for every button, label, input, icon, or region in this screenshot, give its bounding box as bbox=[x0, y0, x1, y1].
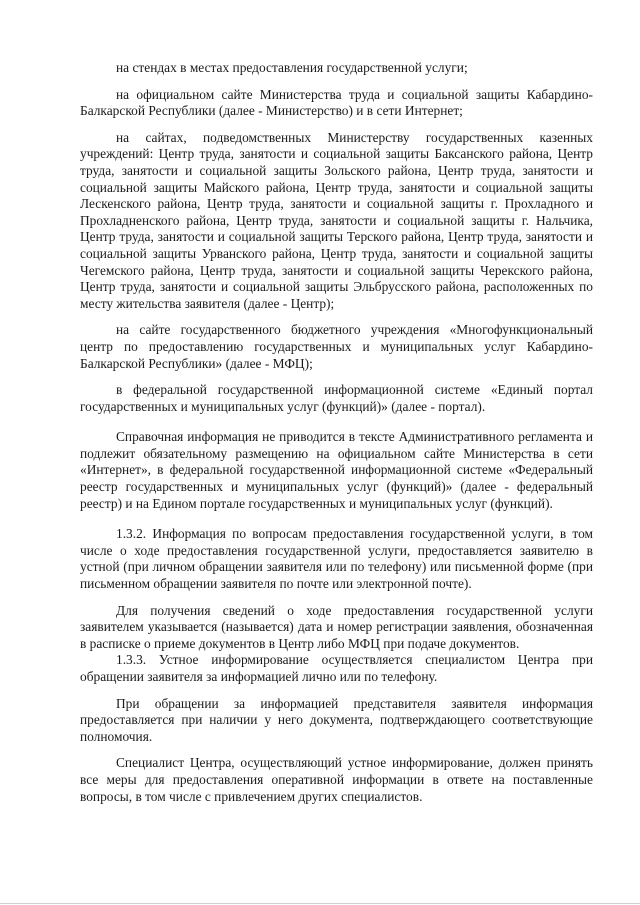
page-bottom-edge bbox=[0, 903, 640, 904]
document-page bbox=[80, 60, 593, 805]
paragraph-1-3-2: 1.3.2. Информация по вопросам предоставления государственной услуги, в том числе о ходе предоставления государственной услуги, предоставляется заявителю в устной (при личном обращении заявителя или по телефону) или письменной форме (при письменном обращении заявителя по почте или электронной почте). bbox=[80, 526, 593, 592]
paragraph-reference-info: Справочная информация не приводится в тексте Административного регламента и подлежит обязательному размещению на официальном сайте Министерства в сети «Интернет», в федеральной государственной информационной системе «Федеральный реестр государственных и муниципальных услуг (функций)» (далее - федеральный реестр) и на Едином портале государственных и муниципальных услуг (функций). bbox=[80, 429, 593, 511]
paragraph-specialist: Специалист Центра, осуществляющий устное информирование, должен принять все меры для предоставления оперативной информации в ответе на поставленные вопросы, в том числе с привлечением других специалистов. bbox=[80, 755, 593, 804]
paragraph-representative: При обращении за информацией представителя заявителя информация предоставляется при наличии у него документа, подтверждающего соответствующие полномочия. bbox=[80, 695, 593, 744]
paragraph-progress-info: Для получения сведений о ходе предоставления государственной услуги заявителем указывается (называется) дата и номер регистрации заявления, обозначенная в расписке о приеме документов в Центр либо МФЦ при подаче документов. bbox=[80, 602, 593, 651]
paragraph-1-3-3: 1.3.3. Устное информирование осуществляется специалистом Центра при обращении заявителя за информацией лично или по телефону. bbox=[80, 652, 593, 684]
paragraph-portal: в федеральной государственной информационной системе «Единый портал государственных и муниципальных услуг (функций)» (далее - портал). bbox=[80, 382, 593, 414]
paragraph-mfc-site: на сайте государственного бюджетного учреждения «Многофункциональный центр по предоставлению государственных и муниципальных услуг Кабардино-Балкарской Республики» (далее - МФЦ); bbox=[80, 322, 593, 371]
paragraph-ministry-site: на официальном сайте Министерства труда и социальной защиты Кабардино-Балкарской Республики (далее - Министерство) и в сети Интернет; bbox=[80, 86, 593, 119]
paragraph-centers-sites: на сайтах, подведомственных Министерству государственных казенных учреждений: Центр труда, занятости и социальной защиты Баксанского района, Центр труда, занятости и социальной защиты Зольского района, Центр труда, занятости и социальной защиты Майского района, Центр труда, занятости и социальной защиты Лескенского района, Центр труда, занятости и социальной защиты г. Прохладного и Прохладненского района, Центр труда, занятости и социальной защиты г. Нальчика, Центр труда, занятости и социальной защиты Терского района, Центр труда, занятости и социальной защиты Урванского района, Центр труда, занятости и социальной защиты Чегемского района, Центр труда, занятости и социальной защиты Черекского района, Центр труда, занятости и социальной защиты Эльбрусского района, расположенных по месту жительства заявителя (далее - Центр); bbox=[80, 129, 593, 311]
paragraph-stands: на стендах в местах предоставления государственной услуги; bbox=[116, 60, 468, 75]
